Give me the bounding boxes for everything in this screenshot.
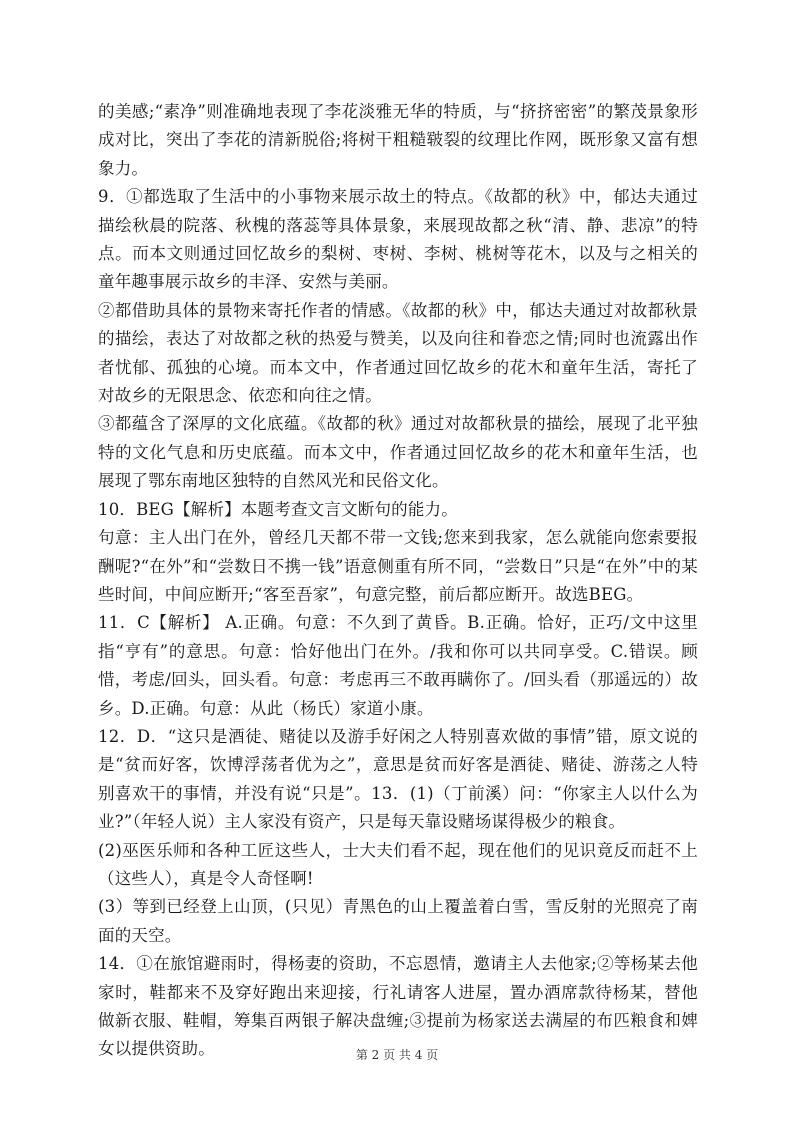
answer-9-point-3: ③都蕴含了深厚的文化底蕴。《故都的秋》通过对故都秋景的描绘，展现了北平独特的文化气息和历史底蕴。而本文中，作者通过回忆故乡的花木和童年生活，也展现了鄂东南地区独特的自然风光和民俗文化。 (98, 414, 698, 491)
answer-13-3: (3）等到已经登上山顶，(只见）青黑色的山上覆盖着白雪，雪反射的光照亮了南面的天空。 (98, 897, 698, 945)
paragraph-continuation: 的美感;“素净”则准确地表现了李花淡雅无华的特质，与“挤挤密密”的繁茂景象形成对比，突出了李花的清新脱俗;将树干粗糙皲裂的纹理比作网，既形象又富有想象力。 (98, 102, 698, 178)
document-body (98, 98, 698, 1064)
answer-10-heading: 10．BEG【解析】本题考查文言文断句的能力。 (98, 499, 458, 519)
answer-12-13-1: 12．D．“这只是酒徒、赌徒以及游手好闲之人特别喜欢做的事情”错，原文说的是“贫而好客，饮博浮荡者优为之”，意思是贫而好客是酒徒、赌徒、游荡之人特别喜欢干的事情，并没有说“只是”。13．(1)（丁前溪）问：“你家主人以什么为业?”（年轻人说）主人家没有资产，只是每天靠设赌场谋得极少的粮食。 (98, 726, 698, 832)
answer-11: 11．C【解析】 A.正确。句意：不久到了黄昏。B.正确。恰好，正巧/文中这里指“亨有”的意思。句意：恰好他出门在外。/我和你可以共同享受。C.错误。顾惜，考虑/回头，回头看。句意：考虑再三不敢再瞒你了。/回头看（那遥远的）故乡。D.正确。句意：从此（杨氏）家道小康。 (98, 613, 698, 718)
answer-9-point-2: ②都借助具体的景物来寄托作者的情感。《故都的秋》中，郁达夫通过对故都秋景的描绘，表达了对故都之秋的热爱与赞美，以及向往和眷恋之情;同时也流露出作者忧郁、孤独的心境。而本文中，作者通过回忆故乡的花木和童年生活，寄托了对故乡的无限思念、依恋和向往之情。 (98, 300, 698, 406)
answer-10-explanation: 句意：主人出门在外，曾经几天都不带一文钱;您来到我家，怎么就能向您索要报酬呢?“在外”和“尝数日不携一钱”语意侧重有所不同，“尝数日”只是“在外”中的某些时间，中间应断开;“客至吾家”，句意完整，前后都应断开。故选BEG。 (98, 528, 698, 604)
answer-13-2: (2)巫医乐师和各种工匠这些人，士大夫们看不起，现在他们的见识竟反而赶不上（这些人），真是令人奇怪啊! (98, 840, 698, 888)
answer-9-point-1: 9．①都选取了生活中的小事物来展示故土的特点。《故都的秋》中，郁达夫通过描绘秋晨的院落、秋槐的落蕊等具体景象，来展现故都之秋“清、静、悲凉”的特点。而本文则通过回忆故乡的梨树、枣树、李树、桃树等花木，以及与之相关的童年趣事展示故乡的丰泽、安然与美丽。 (98, 187, 698, 292)
answer-14: 14．①在旅馆避雨时，得杨妻的资助，不忘恩情，邀请主人去他家;②等杨某去他家时，鞋都来不及穿好跑出来迎接，行礼请客人进屋，置办酒席款待杨某，替他做新衣服、鞋帽，筹集百两银子解决盘缠;③提前为杨家送去满屋的布匹粮食和婢女以提供资助。 (98, 954, 698, 1059)
page-number-footer: 第 2 页 共 4 页 (355, 1048, 439, 1062)
